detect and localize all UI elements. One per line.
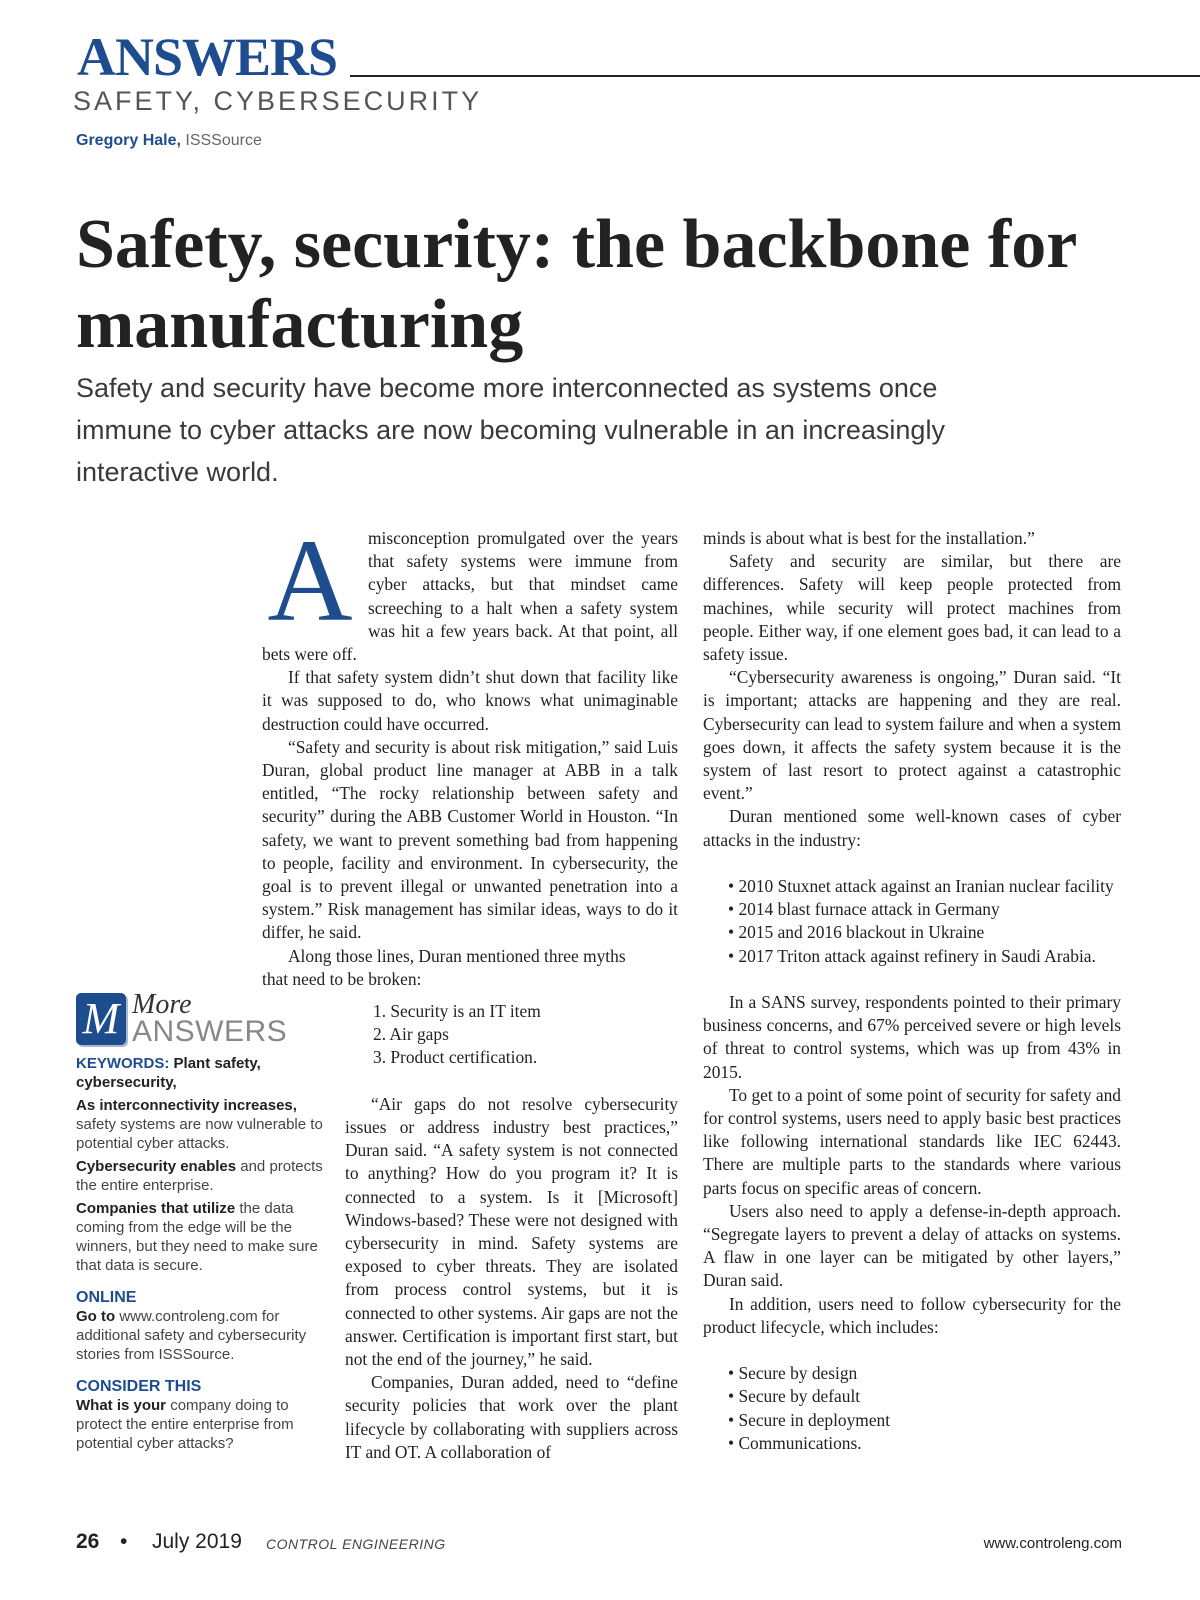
online-heading: ONLINE (76, 1289, 137, 1306)
header-rule (350, 75, 1200, 77)
article-paragraph: “Safety and security is about risk mitigation,” said Luis Duran, global product line manager at ABB in a talk entitled, “The rocky relationship between safety and security” during the ABB Customer World in Houston. “In safety, we want to prevent something bad from happening to people, facility and environment. In cybersecurity, the goal is to prevent illegal or unwanted penetration into a system.” Risk management has similar ideas, ways to do it differ, he said. (262, 736, 678, 943)
author-name: Gregory Hale, (76, 132, 181, 149)
consider-text: What is your company doing to protect the entire enterprise from potential cyber attacks? (76, 1397, 294, 1452)
article-paragraph: that need to be broken: (262, 968, 422, 989)
footer-separator: • (120, 1530, 128, 1553)
author-organization: ISSSource (185, 132, 262, 149)
online-link[interactable]: www.controleng.com for additional safety and cybersecurity stories from ISSSource. (76, 1308, 307, 1363)
article-paragraph: “Cybersecurity awareness is ongoing,” Duran said. “It is important; attacks are happening and they are real. Cybersecurity can lead to system failure and when a system goes down, it affects the safety system because it is the system of last resort to protect against a catastrophic event.” (703, 667, 1121, 804)
list-item: 1. Security is an IT item (373, 1001, 541, 1021)
sidebar-point: Cybersecurity enables and protects the entire enterprise. (76, 1158, 323, 1194)
myths-list (345, 1000, 678, 1070)
article-paragraph: minds is about what is best for the installation.” (703, 528, 1035, 548)
list-item: • Communications. (703, 1432, 1121, 1455)
keywords: KEYWORDS: Plant safety, cybersecurity, (76, 1055, 261, 1091)
article-paragraph: Amisconception promulgated over the years that safety systems were immune from cyber attacks, but that mindset came screeching to a halt when a safety system was hit a few years back. At that point, all bets were off. (262, 515, 678, 665)
magazine-name: CONTROL ENGINEERING (266, 1536, 446, 1552)
section-subtitle: SAFETY, CYBERSECURITY (73, 86, 483, 116)
issue-date: July 2019 (152, 1530, 242, 1553)
article-paragraph: Safety and security are similar, but there are differences. Safety will keep people protected from machines, while security will protect machines from people. Either way, if one element goes bad, it can lead to a safety issue. (703, 551, 1121, 665)
list-item: • Secure by default (703, 1385, 1121, 1408)
logo-more-text: More (132, 989, 192, 1020)
article-paragraph: Duran mentioned some well-known cases of cyber attacks in the industry: (703, 806, 1121, 850)
dropcap: A (267, 515, 353, 646)
page-number: 26 (76, 1530, 100, 1553)
deck: Safety and security have become more interconnected as systems once immune to cyber attacks are now becoming vulnerable in an increasingly interactive world. (76, 373, 945, 487)
online-text: Go to www.controleng.com for additional safety and cybersecurity stories from ISSSource. (76, 1308, 307, 1363)
article-paragraph: To get to a point of some point of security for safety and for control systems, users need to apply basic best practices like following international standards like IEC 62443. There are multiple parts to the standards where various parts focus on specific areas of concern. (703, 1084, 1121, 1198)
attacks-list (703, 875, 1121, 968)
list-item: • 2010 Stuxnet attack against an Iranian nuclear facility (703, 875, 1121, 898)
lifecycle-list (703, 1362, 1121, 1455)
article-paragraph: Companies, Duran added, need to “define security policies that work over the plant lifecycle by collaborating with suppliers across IT and OT. A collaboration of (345, 1372, 678, 1462)
list-item: 2. Air gaps (373, 1024, 449, 1045)
article-column-3 (703, 527, 1121, 1455)
sidebar-point: Companies that utilize the data coming from the edge will be the winners, but they need to make sure that data is secure. (76, 1200, 318, 1274)
list-item: 3. Product certification. (373, 1047, 538, 1068)
article-column-1 (262, 515, 678, 991)
m-logo-icon: M (76, 993, 126, 1045)
byline (76, 132, 262, 150)
article-paragraph: In addition, users need to follow cybersecurity for the product lifecycle, which includes: (703, 1293, 1121, 1337)
list-item: • Secure by design (703, 1362, 1121, 1385)
article-paragraph: Along those lines, Duran mentioned three myths (288, 945, 626, 966)
footer-url[interactable]: www.controleng.com (983, 1535, 1122, 1552)
more-answers-logo (76, 990, 326, 1048)
list-item: • Secure in deployment (703, 1409, 1121, 1432)
article-paragraph: Users also need to apply a defense-in-depth approach. “Segregate layers to prevent a delay of attacks on systems. A flaw in one layer can be mitigated by other layers,” Duran said. (703, 1200, 1121, 1291)
article-paragraph: In a SANS survey, respondents pointed to their primary business concerns, and 67% perceived severe or high levels of threat to control systems, which was up from 43% in 2015. (703, 992, 1121, 1082)
more-answers-sidebar (76, 990, 326, 1457)
article-paragraph: If that safety system didn’t shut down that facility like it was supposed to do, who knows what unimaginable destruction could have occurred. (262, 667, 678, 734)
section-title: ANSWERS (77, 27, 338, 87)
list-item: • 2015 and 2016 blackout in Ukraine (703, 921, 1121, 944)
list-item: • 2017 Triton attack against refinery in Saudi Arabia. (703, 945, 1121, 968)
article-paragraph: “Air gaps do not resolve cybersecurity issues or address industry best practices,” Duran said. “A safety system is not connected to anything? How do you program it? It is connected to a system. Is it [Microsoft] Windows-based? These were not designed with cybersecurity in mind. Safety systems are exposed to cyber threats. They are isolated from process control systems, but it is connected to other systems. Air gaps are not the answer. Certification is important first start, but not the end of the journey,” he said. (345, 1093, 678, 1370)
headline: Safety, security: the backbone for manufacturing (76, 206, 1076, 363)
list-item: • 2014 blast furnace attack in Germany (703, 898, 1121, 921)
consider-heading: CONSIDER THIS (76, 1378, 202, 1395)
article-column-2 (345, 1000, 678, 1464)
logo-answers-text: ANSWERS (132, 1015, 288, 1048)
sidebar-point: As interconnectivity increases, safety systems are now vulnerable to potential cyber attacks. (76, 1097, 323, 1152)
